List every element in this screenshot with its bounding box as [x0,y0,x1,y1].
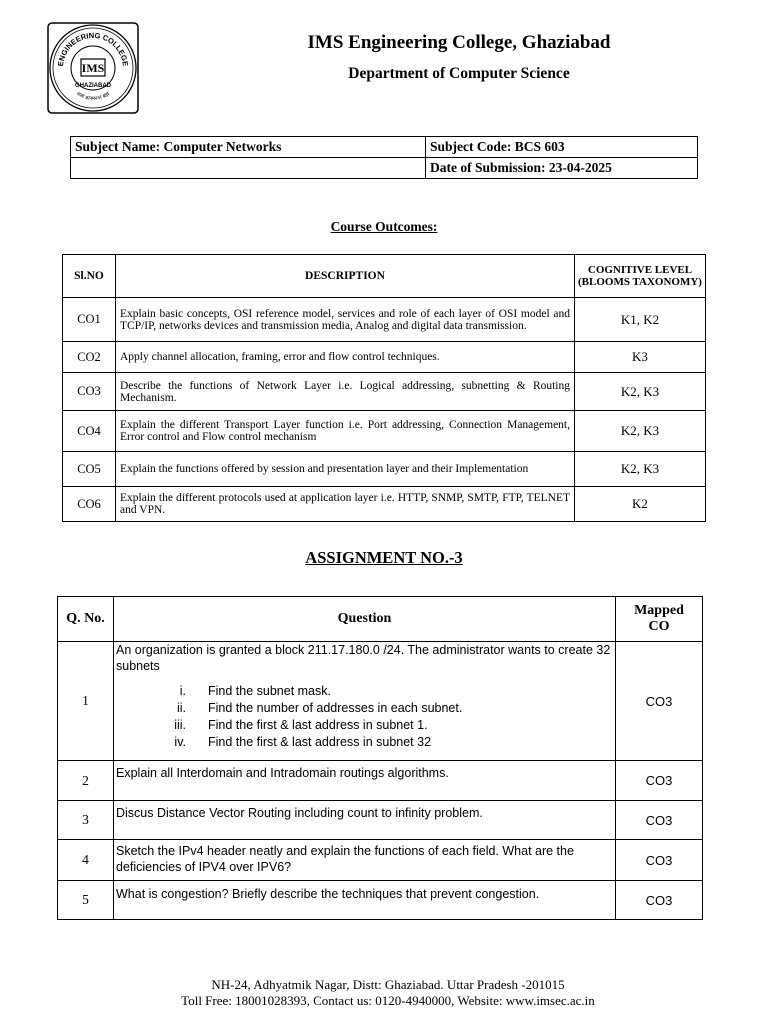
subpart-number: i. [179,684,186,698]
logo-center-text: IMS [81,61,105,75]
assignment-heading: ASSIGNMENT NO.-3 [305,548,463,567]
column-header-description: DESCRIPTION [116,255,575,298]
column-header-cognitive-level: COGNITIVE LEVEL (BLOOMS TAXONOMY) [575,255,706,298]
co-level: K3 [575,342,706,373]
subpart-number: iii. [174,718,186,732]
mapped-co: CO3 [616,801,703,840]
co-description: Explain the different protocols used at application layer i.e. HTTP, SNMP, SMTP, FTP, TELNET and VPN. [116,487,575,522]
table-row [58,801,703,840]
mapped-co: CO3 [616,840,703,881]
question-text: Discus Distance Vector Routing including count to infinity problem. [114,801,616,840]
page-footer [0,977,768,1009]
question-intro: An organization is granted a block 211.17.180.0 /24. The administrator wants to create 32 subnets [116,643,611,673]
question-text [114,642,616,761]
list-item [116,734,613,751]
table-row [58,881,703,920]
footer-address: NH-24, Adhyatmik Nagar, Distt: Ghaziabad. Uttar Pradesh -201015 [211,977,565,992]
table-row [63,487,706,522]
co-level: K2, K3 [575,373,706,411]
column-header-slno: Sl.NO [63,255,116,298]
submission-date: Date of Submission: 23-04-2025 [426,158,698,179]
column-header-qno: Q. No. [58,597,114,642]
list-item [116,683,613,700]
column-header-question: Question [114,597,616,642]
table-row [63,342,706,373]
subpart-text: Find the first & last address in subnet 32 [208,735,432,749]
department-name: Department of Computer Science [348,65,570,82]
subpart-text: Find the subnet mask. [208,684,331,698]
subject-code: Subject Code: BCS 603 [426,137,698,158]
course-outcomes-table [62,254,706,522]
column-header-mapped-co: Mapped CO [616,597,703,642]
subpart-text: Find the first & last address in subnet 1. [208,718,428,732]
co-code: CO6 [63,487,116,522]
college-logo [46,21,140,115]
co-description: Apply channel allocation, framing, error and flow control techniques. [116,342,575,373]
table-row [71,137,698,158]
question-text: Explain all Interdomain and Intradomain routings algorithms. [114,761,616,801]
college-name: IMS Engineering College, Ghaziabad [307,32,611,53]
co-description: Explain basic concepts, OSI reference model, services and role of each layer of OSI model and TCP/IP, networks devices and transmission media, Analog and digital data transmission. [116,298,575,342]
question-number: 4 [58,840,114,881]
logo-motto: सत्यं ज्ञानमनन्तं ब्रह्म [75,91,111,103]
mapped-co: CO3 [616,761,703,801]
list-item [116,717,613,734]
table-row [58,840,703,881]
co-code: CO4 [63,411,116,452]
subject-info-table [70,136,698,179]
co-code: CO2 [63,342,116,373]
svg-text:सत्यं ज्ञानमनन्तं ब्रह्म [75,91,111,102]
course-outcomes-heading: Course Outcomes: [330,219,438,234]
assignment-table [57,596,703,920]
question-text: Sketch the IPv4 header neatly and explain the functions of each field. What are the deficiencies of IPV4 over IPV6? [114,840,616,881]
subpart-number: iv. [174,735,186,749]
table-header-row [63,255,706,298]
mapped-co: CO3 [616,881,703,920]
co-level: K2, K3 [575,411,706,452]
question-number: 1 [58,642,114,761]
list-item [116,700,613,717]
co-level: K2, K3 [575,452,706,487]
mapped-co: CO3 [616,642,703,761]
co-level: K2 [575,487,706,522]
co-code: CO3 [63,373,116,411]
table-row [71,158,698,179]
co-description: Explain the different Transport Layer function i.e. Port addressing, Connection Management, Error control and Flow control mechanism [116,411,575,452]
question-number: 5 [58,881,114,920]
co-description: Describe the functions of Network Layer i.e. Logical addressing, subnetting & Routing Mechanism. [116,373,575,411]
empty-cell [71,158,426,179]
subparts-list [116,683,613,751]
question-text: What is congestion? Briefly describe the techniques that prevent congestion. [114,881,616,920]
co-code: CO1 [63,298,116,342]
table-row [63,298,706,342]
subject-name: Subject Name: Computer Networks [71,137,426,158]
co-code: CO5 [63,452,116,487]
table-row [63,411,706,452]
footer-contact: Toll Free: 18001028393, Contact us: 0120-4940000, Website: www.imsec.ac.in [181,993,595,1008]
table-row [58,761,703,801]
logo-bottom-text: GHAZIABAD [75,83,111,89]
question-number: 3 [58,801,114,840]
co-description: Explain the functions offered by session and presentation layer and their Implementation [116,452,575,487]
subpart-number: ii. [176,701,186,715]
co-level: K1, K2 [575,298,706,342]
table-row [58,642,703,761]
table-row [63,373,706,411]
table-header-row [58,597,703,642]
subpart-text: Find the number of addresses in each subnet. [208,701,463,715]
logo-top-text: ENGINEERING COLLEGE [55,30,131,67]
question-number: 2 [58,761,114,801]
table-row [63,452,706,487]
